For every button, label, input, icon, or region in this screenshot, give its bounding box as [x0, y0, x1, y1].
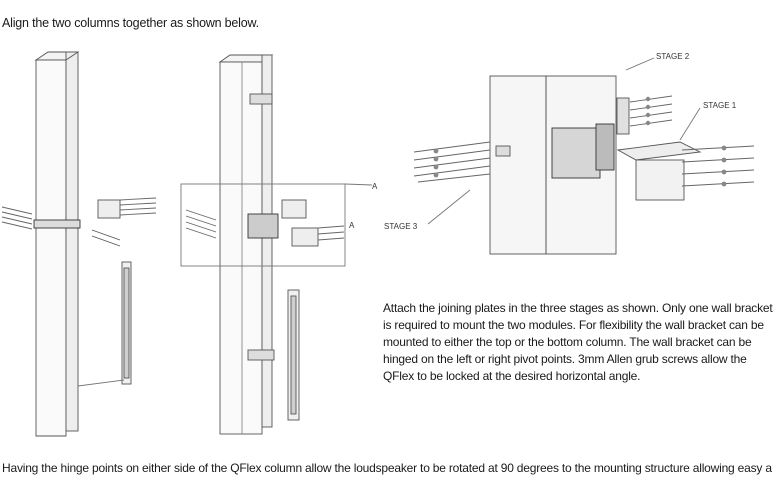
hinge-description-text: Having the hinge points on either side of the QFlex column allow the loudspeaker to be rotated at 90 degrees to the mounting structure allowing easy a [2, 461, 772, 475]
column-figure-1 [2, 52, 156, 436]
instruction-paragraph: Attach the joining plates in the three stages as shown. Only one wall bracket is required to mount the two modules. For flexibility the wall bracket can be mounted to either the top or the bottom column. The wall bracket can be hinged on the left or right pivot points. 3mm Allen grub screws allow the QFlex to be locked at the desired horizontal angle. [383, 301, 773, 383]
instruction-heading: Align the two columns together as shown below. [2, 16, 259, 30]
label-stage-2: STAGE 2 [656, 52, 690, 61]
label-stage-1: STAGE 1 [703, 101, 737, 110]
label-stage-3: STAGE 3 [384, 222, 418, 231]
stage-exploded-view [414, 58, 754, 254]
callout-a-lower: A [349, 221, 355, 230]
column-figure-2 [181, 55, 372, 434]
callout-a-upper: A [372, 182, 378, 191]
